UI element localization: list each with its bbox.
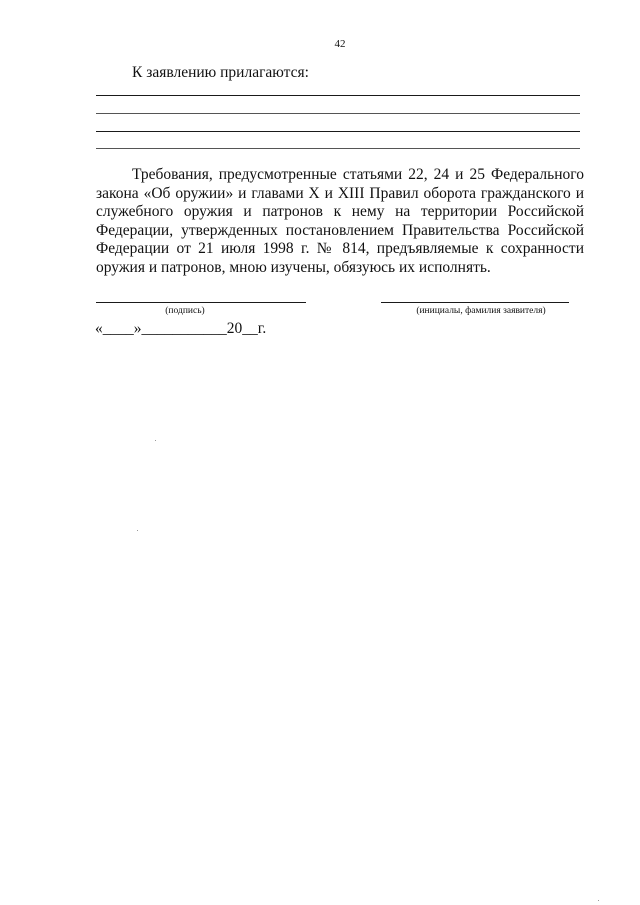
attachment-line (96, 131, 580, 132)
scan-speck (598, 900, 599, 901)
applicant-name-line (381, 302, 569, 303)
scan-speck (137, 530, 138, 531)
attachment-line (96, 113, 580, 114)
page-number: 42 (334, 38, 346, 50)
signature-line (96, 302, 306, 303)
applicant-name-caption: (инициалы, фамилия заявителя) (416, 306, 546, 316)
attachments-heading: К заявлению прилагаются: (132, 64, 309, 81)
date-field: «____»___________20__г. (95, 320, 267, 337)
signature-caption: (подпись) (165, 306, 205, 316)
scan-speck (155, 440, 156, 441)
statement-paragraph: Требования, предусмотренные статьями 22, 24 и 25 Федерального закона «Об оружии» и главами X и XIII Правил оборота гражданского и служебного оружия и патронов к нему на территории Российской Федерации, утвержденных постановлением Правительства Российской Федерации от 21 июля 1998 г. № 814, предъявляемые к сохранности оружия и патронов, мною изучены, обязуюсь их исполнять. (96, 166, 584, 276)
attachment-line (96, 148, 580, 149)
attachment-line (96, 95, 580, 96)
